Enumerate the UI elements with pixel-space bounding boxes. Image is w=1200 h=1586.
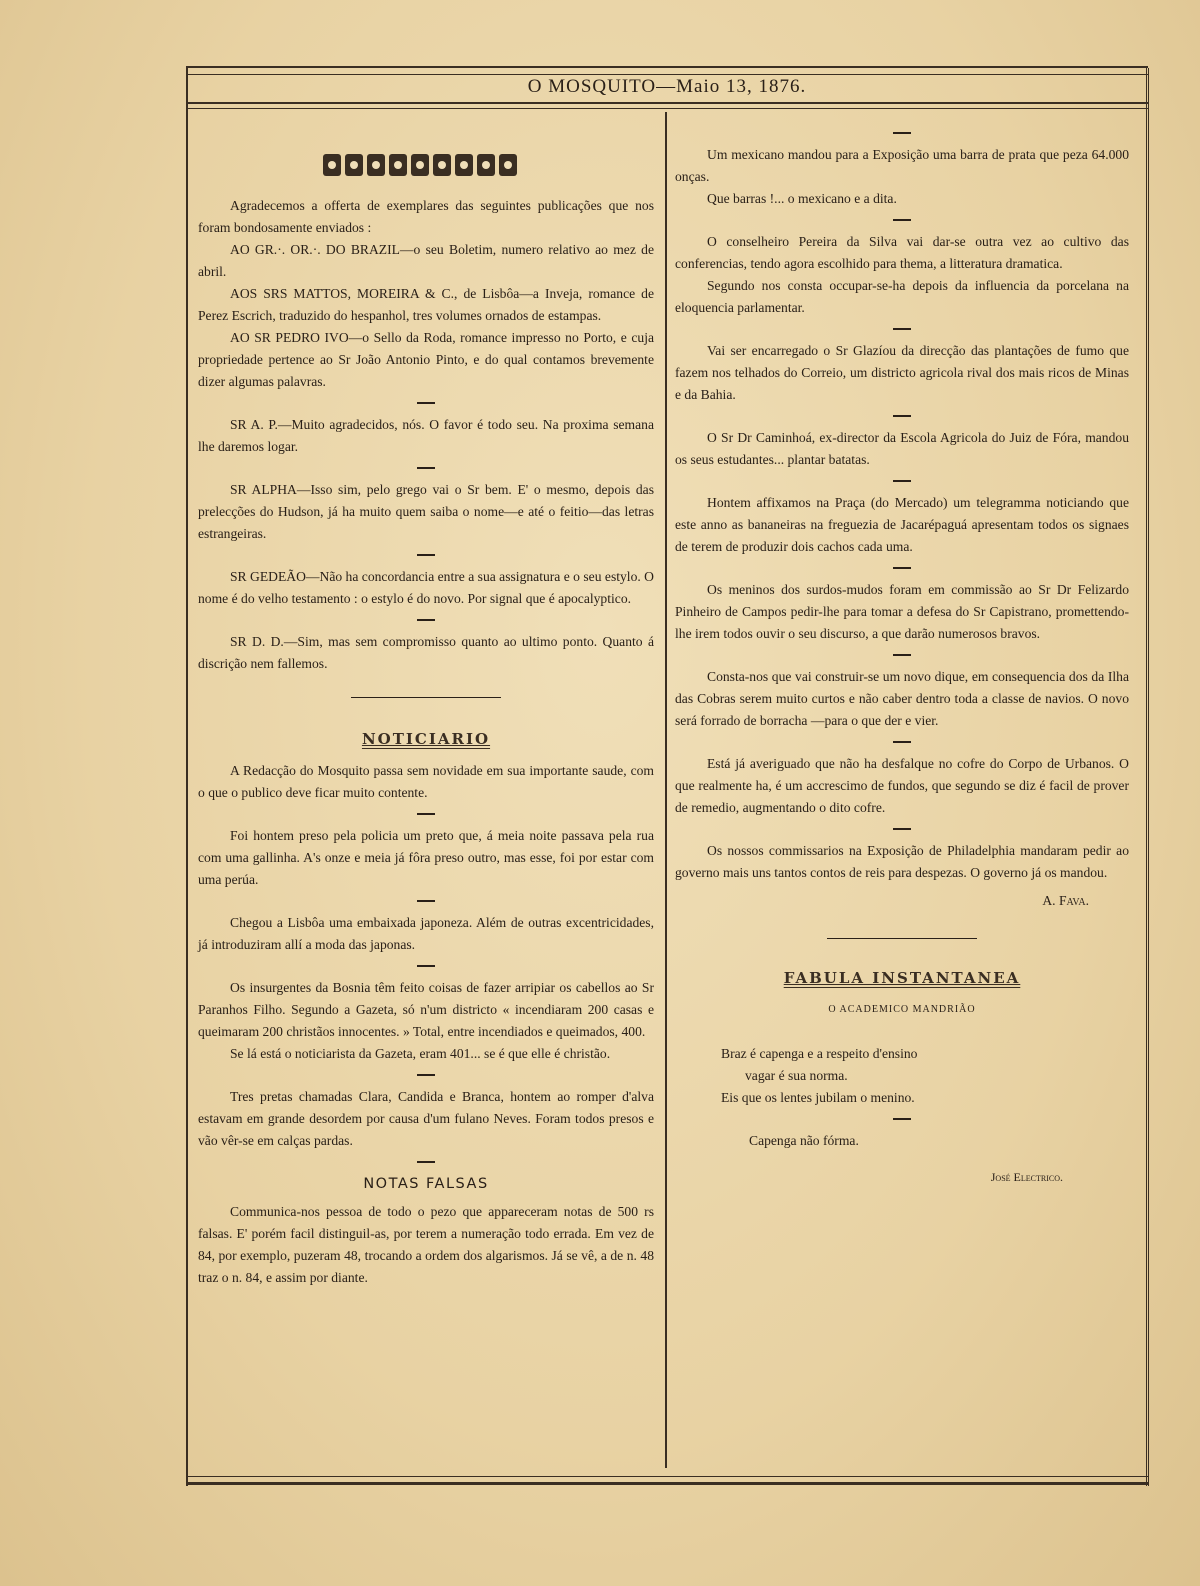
separator-dash (893, 654, 911, 656)
news-paragraph: Hontem affixamos na Praça (do Mercado) um telegramma noticiando que este anno as bananeiras na freguezia de Jacarépaguá apresentam todos os signaes de terem de produzir dois cachos cada uma. (675, 495, 1129, 554)
left-column (198, 120, 654, 1289)
reply-paragraph: SR D. D.—Sim, mas sem compromisso quanto ao ultimo ponto. Quanto á discrição nem fallemos. (198, 634, 654, 671)
notas-falsas-text: Communica-nos pessoa de todo o pezo que appareceram notas de 500 rs falsas. E' porém facil distinguil-as, por terem a numeração todo errada. Em vez de 84, por exemplo, puzeram 48, trocando a ordem dos algarismos. Já se vê, a de n. 48 traz o n. 84, e assim por diante. (198, 1204, 654, 1285)
expediente-ornament (198, 148, 654, 189)
reply-paragraph: SR A. P.—Muito agradecidos, nós. O favor é todo seu. Na proxima semana lhe daremos logar. (198, 417, 654, 454)
separator-dash (417, 619, 435, 621)
news-paragraph: Vai ser encarregado o Sr Glazíou da direcção das plantações de fumo que fazem nos telhados do Correio, um districto agricola rival dos mais ricos de Minas e da Bahia. (675, 343, 1129, 402)
section-rule (351, 697, 501, 698)
news-paragraph: Os insurgentes da Bosnia têm feito coisas de fazer arripiar os cabellos ao Sr Paranhos Filho. Segundo a Gazeta, só n'um districto « incendiaram 200 casas e queimaram 200 christãos innocentes. » Total, entre incendiados e queimados, 400. (198, 980, 654, 1039)
news-paragraph: Os meninos dos surdos-mudos foram em commissão ao Sr Dr Felizardo Pinheiro de Campos pedir-lhe para tomar a defesa do Sr Capistrano, promettendo-lhe irem todos ouvir o seu discurso, a que darão numerosos bravos. (675, 582, 1129, 641)
news-paragraph: O conselheiro Pereira da Silva vai dar-se outra vez ao cultivo das conferencias, tendo agora escolhido para thema, a litteratura dramatica. (675, 234, 1129, 271)
separator-dash (893, 415, 911, 417)
separator-dash (893, 741, 911, 743)
page-header: O MOSQUITO—Maio 13, 1876. (527, 76, 807, 97)
separator-dash (417, 554, 435, 556)
separator-dash (893, 132, 911, 134)
separator-dash (417, 467, 435, 469)
separator-dash (893, 219, 911, 221)
news-paragraph: Está já averiguado que não ha desfalque no cofre do Corpo de Urbanos. O que realmente ha, é um accrescimo de fundos, que segundo se diz é facil de prover de remedio, augmentando o dito cofre. (675, 756, 1129, 815)
fabula-verse (675, 1043, 1129, 1109)
separator-dash (893, 480, 911, 482)
fabula-title: FABULA INSTANTANEA (783, 969, 1021, 987)
verse-line: Braz é capenga e a respeito d'ensino (721, 1046, 918, 1061)
signature: A. Fava. (1042, 893, 1089, 908)
bottom-rule (186, 1476, 1148, 1485)
news-paragraph: Um mexicano mandou para a Exposição uma barra de prata que peza 64.000 onças. (675, 147, 1129, 184)
signature: José Electrico. (990, 1170, 1063, 1184)
news-paragraph: Foi hontem preso pela policia um preto que, á meia noite passava pela rua com uma gallinha. A's onze e meia já fôra preso outro, mas esse, foi por estar com uma perúa. (198, 828, 654, 887)
reply-paragraph: SR ALPHA—Isso sim, pelo grego vai o Sr bem. E' o mesmo, depois das prelecções do Hudson, já ha muito quem saiba o nome—e até o feitio—das letras estrangeiras. (198, 482, 654, 541)
separator-dash (417, 1161, 435, 1163)
separator-dash (417, 402, 435, 404)
fabula-subtitle: O ACADEMICO MANDRIÃO (828, 1004, 976, 1015)
separator-dash (893, 328, 911, 330)
news-paragraph: Segundo nos consta occupar-se-ha depois da influencia da porcelana na eloquencia parlamentar. (675, 278, 1129, 315)
news-paragraph: Os nossos commissarios na Exposição de Philadelphia mandaram pedir ao governo mais uns tantos contos de reis para despezas. O governo já os mandou. (675, 843, 1129, 880)
expediente-item: AOS SRS MATTOS, MOREIRA & C., de Lisbôa—a Inveja, romance de Perez Escrich, traduzido do hespanhol, tres volumes ornados de estampas. (198, 286, 654, 323)
right-column (675, 120, 1129, 1188)
expediente-intro: Agradecemos a offerta de exemplares das seguintes publicações que nos foram bondosamente enviados : (198, 198, 654, 235)
separator-dash (893, 828, 911, 830)
column-divider (665, 112, 667, 1468)
news-paragraph: Que barras !... o mexicano e a dita. (707, 191, 897, 206)
verse-line: vagar é sua norma. (745, 1068, 848, 1083)
noticiario-title: NOTICIARIO (361, 730, 491, 748)
separator-dash (893, 567, 911, 569)
reply-paragraph: SR GEDEÃO—Não ha concordancia entre a sua assignatura e o seu estylo. O nome é do velho testamento : o estylo é do novo. Por signal que é apocalyptico. (198, 569, 654, 606)
news-paragraph: O Sr Dr Caminhoá, ex-director da Escola Agricola do Juiz de Fóra, mandou os seus estudantes... plantar batatas. (675, 430, 1129, 467)
news-paragraph: A Redacção do Mosquito passa sem novidade em sua importante saude, com o que o publico deve ficar muito contente. (198, 763, 654, 800)
news-paragraph: Consta-nos que vai construir-se um novo dique, em consequencia dos da Ilha das Cobras serem muito curtos e não caber dentro toda a classe de navios. O novo será forrado de borracha —para o que der e vier. (675, 669, 1129, 728)
separator-dash (417, 1074, 435, 1076)
ornament-icon (321, 148, 531, 182)
expediente-item: AO SR PEDRO IVO—o Sello da Roda, romance impresso no Porto, e cuja propriedade pertence ao Sr João Antonio Pinto, e do qual contamos brevemente dizer algumas palavras. (198, 330, 654, 389)
separator-dash (417, 965, 435, 967)
expediente-item: AO GR.·. OR.·. DO BRAZIL—o seu Boletim, numero relativo ao mez de abril. (198, 242, 654, 279)
news-paragraph: Tres pretas chamadas Clara, Candida e Branca, hontem ao romper d'alva estavam em grande desordem por causa d'um fulano Neves. Foram todos presos e vão vêr-se em calças pardas. (198, 1089, 654, 1148)
verse-line: Eis que os lentes jubilam o menino. (721, 1090, 915, 1105)
news-paragraph: Se lá está o noticiarista da Gazeta, eram 401... se é que elle é christão. (230, 1046, 611, 1061)
news-paragraph: Chegou a Lisbôa uma embaixada japoneza. Além de outras excentricidades, já introduziram allí a moda das japonas. (198, 915, 654, 952)
separator-dash (417, 900, 435, 902)
notas-falsas-title: NOTAS FALSAS (363, 1176, 489, 1192)
section-rule (827, 938, 977, 939)
separator-dash (417, 813, 435, 815)
separator-dash (893, 1118, 911, 1120)
fabula-moral: Capenga não fórma. (749, 1133, 859, 1148)
